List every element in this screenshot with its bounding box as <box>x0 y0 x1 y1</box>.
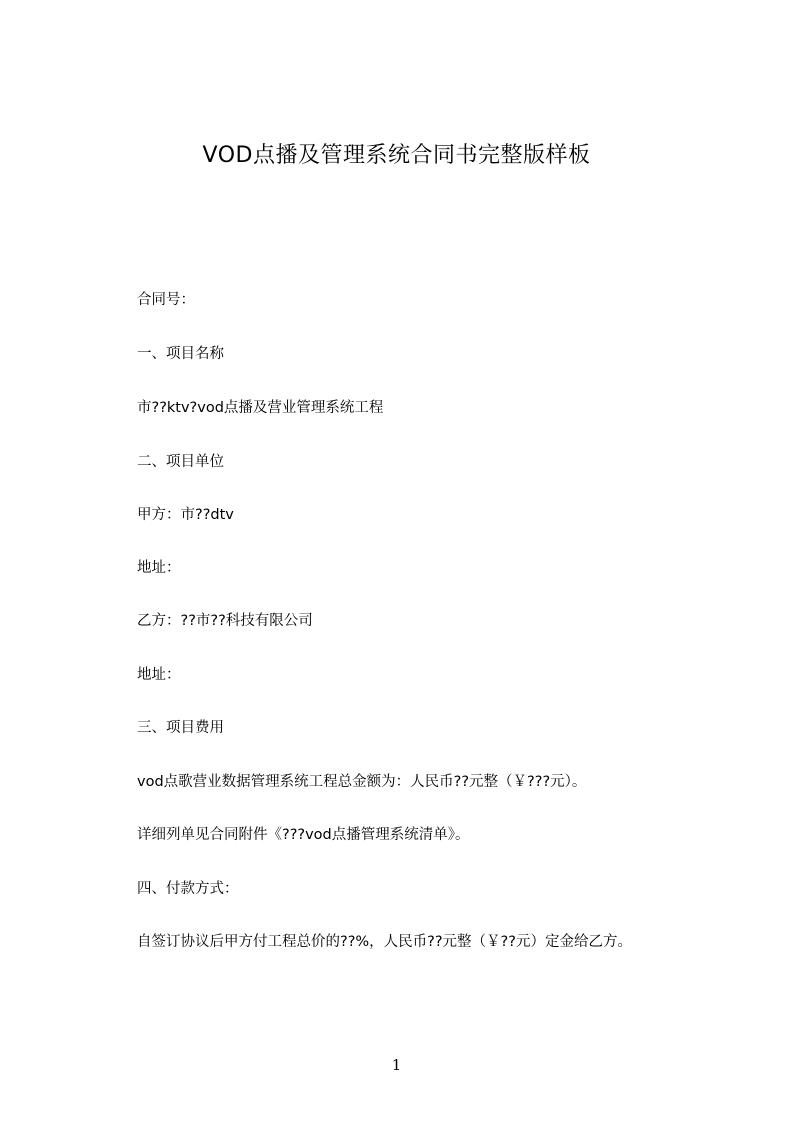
party-b-text: 乙方：??市??科技有限公司 <box>137 613 313 629</box>
section-heading-payment-method: 四、付款方式： <box>137 881 239 897</box>
party-a-address: 地址： <box>137 560 181 576</box>
deposit-payment-text: 自签订协议后甲方付工程总价的??%，人民币??元整（￥??元）定金给乙方。 <box>137 934 632 950</box>
total-amount-text: vod点歌营业数据管理系统工程总金额为：人民币??元整（￥???元）。 <box>137 774 587 790</box>
party-b-address: 地址： <box>137 667 181 683</box>
attachment-reference-text: 详细列单见合同附件《???vod点播管理系统清单》。 <box>137 827 470 843</box>
party-a-text: 甲方：市??dtv <box>137 507 234 523</box>
section-heading-project-parties: 二、项目单位 <box>137 454 224 470</box>
page-number: 1 <box>391 1056 402 1074</box>
project-name-text: 市??ktv?vod点播及营业管理系统工程 <box>137 400 384 416</box>
section-heading-project-cost: 三、项目费用 <box>137 720 224 736</box>
section-heading-project-name: 一、项目名称 <box>137 346 224 362</box>
contract-number-label: 合同号： <box>137 292 195 308</box>
document-title: VOD点播及管理系统合同书完整版样板 <box>202 143 591 168</box>
